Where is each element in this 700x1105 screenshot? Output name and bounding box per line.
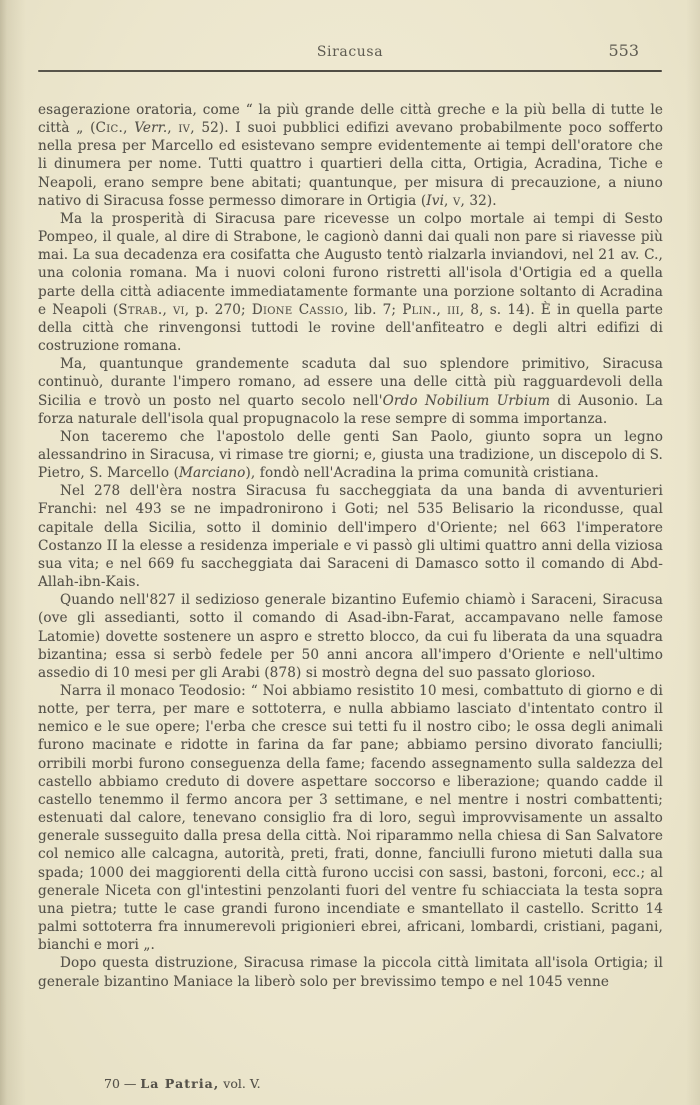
body-text — [38, 101, 663, 991]
footer-volume: vol. V. — [219, 1076, 261, 1091]
paragraph: Dopo questa distruzione, Siracusa rimase la piccola città limitata all'isola Ortigia; il generale bizantino Maniace la liberò solo per brevissimo tempo e nel 1045 venne — [38, 955, 663, 990]
paragraph: Quando nell'827 il sedizioso generale bizantino Eufemio chiamò i Saraceni, Siracusa (ove gli assedianti, sotto il comando di Asad-ibn-Farat, accampavano nelle famose Latomie) dovette sostenere un aspro e stretto blocco, da cui fu liberata da una squadra bizantina; essa si serbò fedele per 50 anni ancora all'impero d'Oriente e nell'ultimo assedio di 10 mesi per gli Arabi (878) si mostrò degna del suo passato glorioso. — [38, 592, 663, 681]
footer-brand: La Patria, — [140, 1076, 220, 1091]
paragraph: Nel 278 dell'èra nostra Siracusa fu saccheggiata da una banda di avventurieri Franchi: nel 493 se ne impadronirono i Goti; nel 535 Belisario la ricondusse, qual capitale della Sicilia, sotto il dominio dell'impero d'Oriente; nel 663 l'imperatore Costanzo II la elesse a residenza imperiale e vi passò gli ultimi quattro anni della viziosa sua vita; e nel 669 fu saccheggiata dai Saraceni di Damasco sotto il comando di Abd-Allah-ibn-Kais. — [38, 483, 663, 591]
header-rule — [38, 70, 662, 72]
running-header-title: Siracusa — [316, 44, 384, 60]
paragraph: Non taceremo che l'apostolo delle genti San Paolo, giunto sopra un legno alessandrino in Siracusa, vi rimase tre giorni; e, giusta una tradizione, un discepolo di S. Pietro, S. Marcello (Marciano), fondò nell'Acradina la prima comunità cristiana. — [38, 428, 663, 482]
footer-signature-number: 70 — — [104, 1076, 141, 1091]
page-number: 553 — [608, 41, 639, 60]
paragraph: Narra il monaco Teodosio: “ Noi abbiamo resistito 10 mesi, combattuto di giorno e di notte, per terra, per mare e sottoterra, e nulla abbiamo lasciato d'intentato contro il nemico e le sue opere; l'erba che cresce sui tetti fu il nostro cibo; le ossa degli animali furono macinate e ridotte in farina da far pane; abbiamo persino divorato fanciulli; orribili morbi furono conseguenza della fame; facendo assegnamento sulla saldezza del castello abbiamo creduto di dovere aspettare soccorso e liberazione; quando cadde il castello tenemmo il fermo ancora per 3 settimane, e nel mentre i nostri combattenti; estenuati dal calore, tenevano consiglio fra di loro, seguì improvvisamente un assalto generale susseguito dalla presa della città. Noi riparammo nella chiesa di San Salvatore col nemico alle calcagna, autorità, preti, frati, donne, fanciulli furono mietuti dalla sua spada; 1000 dei maggiorenti della città furono uccisi con sassi, bastoni, forconi, ecc.; al generale Niceta con gl'intestini penzolanti fuori del ventre fu schiacciata la testa sopra una pietra; tutte le case grandi furono incendiate e smantellato il castello. Scritto 14 palmi sottoterra fra innumerevoli prigionieri ebrei, africani, lombardi, cristiani, pagani, bianchi e mori „. — [38, 683, 663, 954]
paragraph: Ma, quantunque grandemente scaduta dal suo splendore primitivo, Siracusa continuò, durante l'impero romano, ad essere una delle città più ragguardevoli della Sicilia e trovò un posto nel quarto secolo nell'Ordo Nobilium Urbium di Ausonio. La forza naturale dell'isola qual propugnacolo la rese sempre di somma importanza. — [38, 356, 663, 427]
paragraph: esagerazione oratoria, come “ la più grande delle città greche e la più bella di tutte le città „ (Cic., Verr., iv, 52). I suoi pubblici edifizi avevano probabilmente poco sofferto nella presa per Marcello ed esistevano sempre evidentemente ai tempi dell'oratore che li dinumera per nome. Tutti quattro i quartieri della citta, Ortigia, Acradina, Tiche e Neapoli, erano sempre bene abitati; quantunque, per misura di precauzione, a niuno nativo di Siracusa fosse permesso dimorare in Ortigia (Ivi, v, 32). — [38, 102, 664, 209]
paragraph: Ma la prosperità di Siracusa pare ricevesse un colpo mortale ai tempi di Sesto Pompeo, il quale, al dire di Strabone, le cagionò danni dai quali non pare si riavesse più mai. La sua decadenza era cosifatta che Augusto tentò rialzarla inviandovi, nel 21 av. C., una colonia romana. Ma i nuovi coloni furono ristretti all'isola d'Ortigia ed a quella parte della città adiacente immediatamente formante una porzione soltanto di Acradina e Neapoli (Strab., vi, p. 270; Dione Cassio, lib. 7; Plin., iii, 8, s. 14). È in quella parte della città che rinvengonsi tuttodi le rovine dell'anfiteatro e degli altri edifizi di costruzione romana. — [38, 210, 663, 355]
footer-signature — [104, 1076, 261, 1091]
